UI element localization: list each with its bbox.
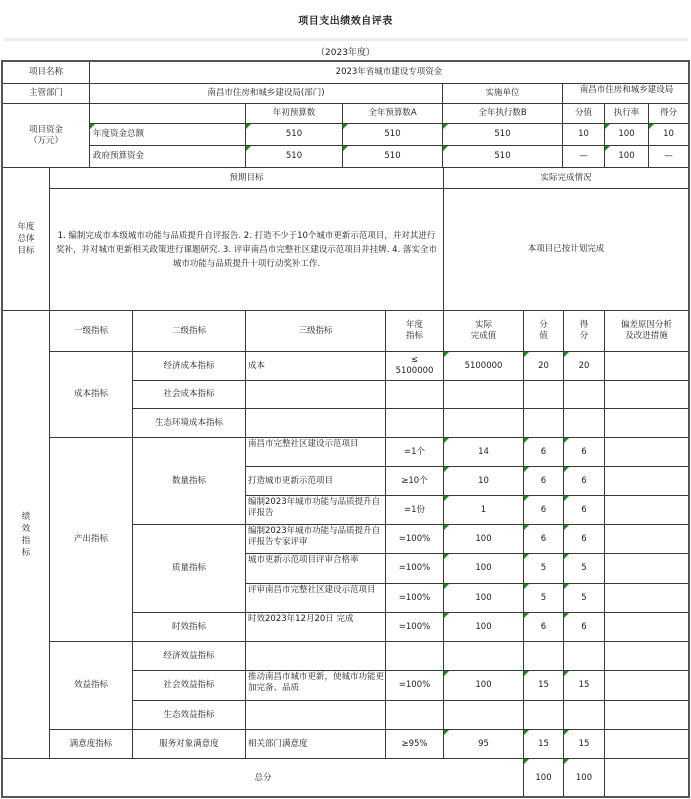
dept-value: 南昌市住房和城乡建设局(部门) <box>89 83 443 104</box>
indicator-level3: 编制2023年城市功能与品质提升自评报告专家评审 <box>245 524 386 554</box>
project-name-value: 2023年省城市建设专项资金 <box>89 61 689 84</box>
indicator-deviation <box>604 612 689 642</box>
indicator-deviation <box>604 641 689 671</box>
indicator-level3: 成本 <box>245 351 386 381</box>
indicator-actual: 1 <box>443 495 524 525</box>
indicator-actual <box>443 641 524 671</box>
funds-cell-score_value: — <box>562 145 605 168</box>
indicator-score <box>563 408 605 438</box>
level2-indicator: 质量指标 <box>132 524 246 613</box>
level2-indicator: 时效指标 <box>132 612 246 642</box>
indicator-level3: 相关部门满意度 <box>245 729 386 759</box>
indicator-header-level2: 二级指标 <box>132 310 246 352</box>
funds-cell-score_value: 10 <box>562 123 605 146</box>
indicator-level3: 城市更新示范项目评审合格率 <box>245 553 386 584</box>
indicator-deviation <box>604 437 689 467</box>
document-subtitle: （2023年度） <box>316 47 375 58</box>
indicator-score <box>563 700 605 730</box>
indicator-annual: ≤ 5100000 <box>385 351 444 381</box>
goals-actual-header: 实际完成情况 <box>443 167 689 189</box>
level1-indicator: 满意度指标 <box>49 729 133 759</box>
indicator-header-score_value: 分 值 <box>523 310 564 352</box>
indicator-level3 <box>245 641 386 671</box>
goals-actual-text: 本项目已按计划完成 <box>443 188 689 311</box>
dept-label: 主管部门 <box>2 83 90 104</box>
funds-header-blank <box>89 103 246 124</box>
indicator-actual: 100 <box>443 612 524 642</box>
indicator-score: 20 <box>563 351 605 381</box>
indicator-actual: 5100000 <box>443 351 524 381</box>
indicator-score: 15 <box>563 670 605 701</box>
indicator-score <box>563 641 605 671</box>
indicator-actual: 14 <box>443 437 524 467</box>
indicator-deviation <box>604 380 689 409</box>
indicator-annual: =100% <box>385 583 444 613</box>
indicator-annual <box>385 700 444 730</box>
indicator-deviation <box>604 553 689 584</box>
indicator-score-value: 6 <box>523 495 564 525</box>
indicator-deviation <box>604 583 689 613</box>
indicator-score-value: 6 <box>523 524 564 554</box>
indicator-header-annual: 年度 指标 <box>385 310 444 352</box>
indicator-score-value <box>523 700 564 730</box>
indicator-annual: =1个 <box>385 437 444 467</box>
total-deviation <box>604 758 689 798</box>
indicator-deviation <box>604 408 689 438</box>
funds-label: 项目资金 （万元） <box>2 103 90 168</box>
indicator-annual: =100% <box>385 670 444 701</box>
total-score-value: 100 <box>523 758 564 798</box>
indicator-level3: 南昌市完整社区建设示范项目 <box>245 437 386 467</box>
funds-cell-rate: 100 <box>604 123 649 146</box>
indicator-header-score: 得 分 <box>563 310 605 352</box>
level2-indicator: 经济效益指标 <box>132 641 246 671</box>
funds-row-name: 政府预算资金 <box>89 145 246 168</box>
total-label: 总分 <box>2 758 524 798</box>
funds-cell-executed: 510 <box>442 145 563 168</box>
funds-header-2: 全年执行数B <box>442 103 563 124</box>
indicator-deviation <box>604 466 689 496</box>
level2-indicator: 生态环境成本指标 <box>132 408 246 438</box>
indicator-deviation <box>604 524 689 554</box>
level2-indicator: 生态效益指标 <box>132 700 246 730</box>
funds-cell-rate: 100 <box>604 145 649 168</box>
funds-cell-score: — <box>648 145 689 168</box>
indicator-annual: =100% <box>385 612 444 642</box>
funds-header-1: 全年预算数A <box>342 103 443 124</box>
indicator-annual: ≥10个 <box>385 466 444 496</box>
indicator-level3: 评审南昌市完整社区建设示范项目 <box>245 583 386 613</box>
funds-header-3: 分值 <box>562 103 605 124</box>
indicator-annual <box>385 380 444 409</box>
level2-indicator: 数量指标 <box>132 437 246 525</box>
indicator-header-actual: 实际 完成值 <box>443 310 524 352</box>
indicator-score-value: 5 <box>523 583 564 613</box>
impl-value: 南昌市住房和城乡建设局 <box>562 83 689 104</box>
funds-cell-annual: 510 <box>342 145 443 168</box>
indicator-level3 <box>245 408 386 438</box>
indicator-actual: 100 <box>443 670 524 701</box>
indicator-annual: =1份 <box>385 495 444 525</box>
indicator-score: 6 <box>563 524 605 554</box>
indicator-score-value: 15 <box>523 670 564 701</box>
indicator-score-value <box>523 641 564 671</box>
funds-cell-annual: 510 <box>342 123 443 146</box>
funds-header-0: 年初预算数 <box>245 103 343 124</box>
indicator-score: 6 <box>563 612 605 642</box>
indicator-deviation <box>604 495 689 525</box>
indicator-actual <box>443 380 524 409</box>
impl-label: 实施单位 <box>442 83 563 104</box>
level2-indicator: 服务对象满意度 <box>132 729 246 759</box>
document-title: 项目支出绩效自评表 <box>298 15 393 27</box>
funds-cell-executed: 510 <box>442 123 563 146</box>
indicator-annual <box>385 641 444 671</box>
level1-indicator: 效益指标 <box>49 641 133 730</box>
level2-indicator: 经济成本指标 <box>132 351 246 381</box>
indicator-score: 6 <box>563 437 605 467</box>
funds-row-name: 年度资金总额 <box>89 123 246 146</box>
indicator-level3: 打造城市更新示范项目 <box>245 466 386 496</box>
level1-indicator: 成本指标 <box>49 351 133 438</box>
indicator-score-value: 6 <box>523 437 564 467</box>
indicator-actual: 100 <box>443 524 524 554</box>
indicator-actual: 10 <box>443 466 524 496</box>
indicator-score-value <box>523 408 564 438</box>
indicator-deviation <box>604 351 689 381</box>
indicator-header-deviation: 偏差原因分析 及改进措施 <box>604 310 689 352</box>
level1-indicator: 产出指标 <box>49 437 133 642</box>
indicator-level3: 推动南昌市城市更新，使城市功能更加完备、品质 <box>245 670 386 701</box>
goals-label: 年度 总体 目标 <box>2 167 50 311</box>
indicator-score: 6 <box>563 466 605 496</box>
indicator-actual: 95 <box>443 729 524 759</box>
goals-expected-header: 预期目标 <box>49 167 444 189</box>
indicator-score: 5 <box>563 583 605 613</box>
project-name-label: 项目名称 <box>2 61 90 84</box>
level2-indicator: 社会效益指标 <box>132 670 246 701</box>
funds-cell-score: 10 <box>648 123 689 146</box>
indicator-actual <box>443 408 524 438</box>
indicator-score: 6 <box>563 495 605 525</box>
goals-expected-text: 1. 编制完成市本级城市功能与品质提升自评报告. 2. 打造不少于10个城市更新示范项目，并对其进行奖补，并对城市更新相关政策进行课题研究. 3. 评审南昌市完整社区建设示范项目并挂牌. 4. 落实全市城市功能与品质提升十项行动奖补工作. <box>49 188 444 311</box>
funds-cell-initial: 510 <box>245 123 343 146</box>
indicator-header-level1: 一级指标 <box>49 310 133 352</box>
indicator-score-value <box>523 380 564 409</box>
indicator-score-value: 6 <box>523 466 564 496</box>
level2-indicator: 社会成本指标 <box>132 380 246 409</box>
indicator-level3 <box>245 380 386 409</box>
indicator-score-value: 15 <box>523 729 564 759</box>
indicator-actual: 100 <box>443 553 524 584</box>
indicator-deviation <box>604 670 689 701</box>
indicator-level3 <box>245 700 386 730</box>
indicator-header-level3: 三级指标 <box>245 310 386 352</box>
indicator-annual: =100% <box>385 553 444 584</box>
indicator-annual <box>385 408 444 438</box>
indicator-actual: 100 <box>443 583 524 613</box>
indicator-deviation <box>604 729 689 759</box>
indicator-actual <box>443 700 524 730</box>
indicator-annual: =100% <box>385 524 444 554</box>
funds-header-4: 执行率 <box>604 103 649 124</box>
indicator-level3: 编制2023年城市功能与品质提升自评报告 <box>245 495 386 525</box>
indicator-score: 5 <box>563 553 605 584</box>
indicator-annual: ≥95% <box>385 729 444 759</box>
funds-cell-initial: 510 <box>245 145 343 168</box>
total-score: 100 <box>563 758 605 798</box>
indicator-deviation <box>604 700 689 730</box>
indicator-score <box>563 380 605 409</box>
indicator-score: 15 <box>563 729 605 759</box>
indicators-section-label: 绩 效 指 标 <box>2 310 50 759</box>
indicator-level3: 时效2023年12月20日 完成 <box>245 612 386 642</box>
funds-header-5: 得分 <box>648 103 689 124</box>
indicator-score-value: 6 <box>523 612 564 642</box>
indicator-score-value: 5 <box>523 553 564 584</box>
indicator-score-value: 20 <box>523 351 564 381</box>
